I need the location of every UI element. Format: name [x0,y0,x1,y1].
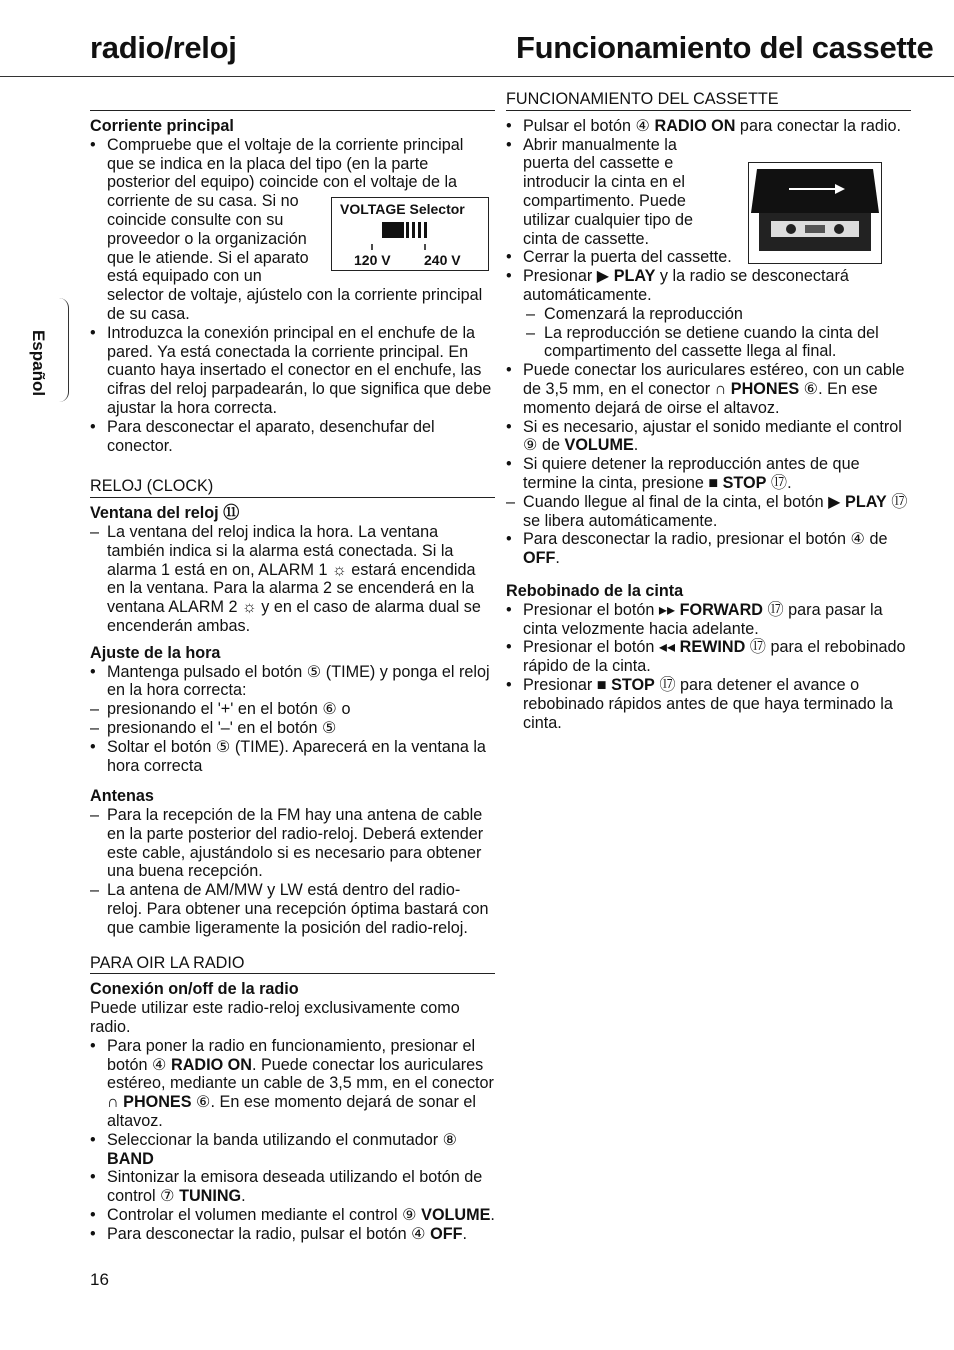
control-label: VOLUME [421,1206,491,1225]
text-run: Presionar el botón ▸▸ [523,600,680,619]
right-column [506,90,911,732]
page-title-left: radio/reloj [90,30,237,65]
text-run: Para desconectar la radio, pulsar el botón ④ [107,1224,431,1243]
section-rule [90,110,495,111]
text-line: de su casa. [107,304,190,323]
button-label: RADIO ON [171,1055,252,1074]
list-item: • Presionar el botón ◂◂ REWIND ⑰ para el rebobinado rápido de la cinta. [506,638,906,676]
text-run: para conectar la radio. [735,116,902,135]
text-run: Presionar el botón ◂◂ [523,638,680,657]
connector-label: PHONES [730,379,800,398]
list-item: • Presionar ▶ PLAY y la radio se desconectará automáticamente. [506,267,849,304]
button-label: OFF [523,549,556,568]
text-run: . [490,1206,495,1225]
list-item-text: Para desconectar el aparato, desenchufar del conector. [107,417,435,455]
list-item: • Para poner la radio en funcionamiento, presionar el botón ④ RADIO ON. Puede conectar los auriculares estéreo, mediante un cable de 3,5 mm, en el conector ∩ PHONES ⑥. En ese momento dejará de sonar el altavoz. [90,1036,494,1131]
text-line: está equipado con un [107,267,262,286]
button-label: PLAY [845,492,887,511]
text-line: selector de voltaje, ajústelo con la corriente principal [107,286,483,305]
button-label: STOP [722,473,767,492]
header-divider [0,76,954,77]
list-item-text: Mantenga pulsado el botón ⑤ (TIME) y ponga el reloj en la hora correcta: [107,662,490,700]
text-run: . [555,549,560,568]
text-line: compartimento. Puede [523,191,686,210]
text-run: Para poner la radio en funcionamiento, presionar el botón ④ [107,1036,476,1074]
list-item: • Soltar el botón ⑤ (TIME). Aparecerá en la ventana la hora correcta [90,737,486,775]
text-run: y la radio se desconectará automáticamente. [523,267,849,304]
list-item: • Introduzca la conexión principal en el enchufe de la pared. Ya está conectada la corriente principal. En cuanto haya insertado el conector en el enchufe, las cifras del reloj parpadearán, lo que significa que debe ajustar la hora correcta. [90,323,492,417]
text-run: . Puede conectar los auriculares estéreo, mediante un cable de 3,5 mm, en el conector ∩ [107,1055,494,1112]
text-line: Compruebe que el voltaje de la corriente principal [107,135,464,154]
section-title-radio: PARA OIR LA RADIO [90,954,495,975]
text-run: Presionar ▶ [523,267,614,286]
list-item: – presionando el '+' en el botón ⑥ o [90,700,351,719]
list-item: • Presionar ■ STOP ⑰ para detener el avance o rebobinado rápidos antes de que haya terminado la cinta. [506,675,893,732]
voltage-120: 120 V [354,252,391,268]
paragraph: Puede utilizar este radio-reloj exclusivamente como radio. [90,999,460,1037]
text-run: Pulsar el botón ④ [523,116,655,135]
list-item: – Cuando llegue al final de la cinta, el botón ▶ PLAY ⑰ se libera automáticamente. [506,492,908,530]
left-column [90,96,495,1244]
list-item: • Si quiere detener la reproducción antes de que termine la cinta, presione ■ STOP ⑰. [506,455,860,492]
text-run: . [241,1187,246,1206]
text-run: ⑰ para el rebobinado rápido de la cinta. [523,638,906,676]
text-run: Si es necesario, ajustar el sonido mediante el control ⑨ de [523,417,902,455]
list-item-text: presionando el '+' en el botón ⑥ o [107,700,351,719]
text-run: ⑰ para detener el avance o rebobinado rápidos antes de que haya terminado la cinta. [523,675,893,732]
list-item-text: Para la recepción de la FM hay una antena de cable en la parte posterior del radio-reloj. Deberá extender este cable, ajustándolo si es necesario para obtener una buena recepción. [107,806,484,881]
subtitle-corriente: Corriente principal [90,117,234,135]
list-item-text: Comenzará la reproducción [544,304,743,323]
subtitle-rebobinado: Rebobinado de la cinta [506,581,684,600]
language-tab [16,298,69,402]
subtitle-ventana: Ventana del reloj ⑪ [90,504,240,523]
text-run: Cuando llegue al final de la cinta, el botón ▶ [523,492,846,511]
page-number: 16 [90,1270,109,1289]
control-label: VOLUME [564,436,634,455]
list-item-text: La ventana del reloj indica la hora. La ventana también indica si la alarma está conectada. Si la alarma 1 está en on, ALARM 1 ☼ estará encendida en la ventana. Para la alarma 2 se encenderá en la ventana ALARM 2 ☼ y en el caso de alarma dual se encenderán ambas. [107,522,481,635]
list-item: – Para la recepción de la FM hay una antena de cable en la parte posterior del radio-reloj. Deberá extender este cable, ajustándolo si es necesario para obtener una buena recepción. [90,806,484,881]
page-title-right: Funcionamiento del cassette [516,30,934,65]
list-item: • Abrir manualmente la puerta del cassette e introducir la cinta en el compartimento. Puede utilizar cualquier tipo de cinta de cassette. [506,136,911,249]
list-item: • Compruebe que el voltaje de la corriente principal que se indica en la placa del tipo (en la parte posterior del equipo) coincide con el voltaje de la corriente de su casa. Si no coincide consulte con su proveedor o la organización que le atiende. Si el aparato está equipado con un selector de voltaje, ajústelo con la corriente principal de su casa. [90,136,495,324]
list-item: – La ventana del reloj indica la hora. La ventana también indica si la alarma está conectada. Si la alarma 1 está en on, ALARM 1 ☼ estará encendida en la ventana. Para la alarma 2 se encenderá en la ventana ALARM 2 ☼ y en el caso de alarma dual se encenderán ambas. [90,522,481,635]
list-item: • Cerrar la puerta del cassette. [506,248,732,267]
subtitle-ajuste: Ajuste de la hora [90,643,221,662]
list-item: – presionando el '–' en el botón ⑤ [90,718,337,737]
text-run: ⑥. En ese momento dejará de oirse el altavoz. [523,379,878,417]
list-item: • Para desconectar la radio, pulsar el botón ④ OFF. [90,1224,468,1243]
text-run: Sintonizar la emisora deseada utilizando el botón de control ⑦ [107,1168,483,1206]
list-item: • Para desconectar la radio, presionar el botón ④ de OFF. [506,530,888,568]
voltage-240: 240 V [424,252,461,268]
list-item: • Sintonizar la emisora deseada utilizando el botón de control ⑦ TUNING. [90,1168,483,1206]
list-item: • Presionar el botón ▸▸ FORWARD ⑰ para pasar la cinta velozmente hacia adelante. [506,600,883,638]
text-run: ⑥. En ese momento dejará de sonar el altavoz. [107,1093,476,1131]
text-run: ⑰ se libera automáticamente. [523,492,908,530]
text-line: introducir la cinta en el [523,173,685,192]
text-line: coincide consulte con su [107,210,284,229]
subtitle-antenas: Antenas [90,787,154,806]
button-label: REWIND [679,638,746,657]
control-label: BAND [107,1149,154,1168]
text-line: Abrir manualmente la [523,135,677,154]
text-run: . [633,436,639,455]
list-item: – Comenzará la reproducción [526,304,743,323]
button-label: OFF [430,1224,463,1243]
list-item: • Puede conectar los auriculares estéreo, con un cable de 3,5 mm, en el conector ∩ PHONES ⑥. En ese momento dejará de oirse el altavoz. [506,361,905,417]
text-line: cinta de cassette. [523,229,649,248]
text-line: utilizar cualquier tipo de [523,210,694,229]
text-line: posterior del equipo) coincide con el voltaje de la [107,173,458,192]
list-item: – La reproducción se detiene cuando la cinta del compartimento del cassette llega al final. [526,323,879,361]
list-item: • Mantenga pulsado el botón ⑤ (TIME) y ponga el reloj en la hora correcta: [90,662,490,700]
button-label: RADIO ON [654,116,736,135]
list-item-text: Introduzca la conexión principal en el enchufe de la pared. Ya está conectada la corriente principal. En cuanto haya insertado el conector en el enchufe, las cifras del reloj parpadearán, lo que significa que debe ajustar la hora correcta. [107,323,492,417]
connector-label: PHONES [123,1093,192,1112]
subtitle-conexion: Conexión on/off de la radio [90,980,299,999]
list-item: • Para desconectar el aparato, desenchufar del conector. [90,417,435,455]
text-run: Presionar ■ [523,675,612,694]
button-label: PLAY [613,267,656,286]
text-line: proveedor o la organización [107,229,307,248]
list-item: • Controlar el volumen mediante el control ⑨ VOLUME. [90,1206,495,1225]
list-item-text: Cerrar la puerta del cassette. [523,248,732,267]
list-item-text: Soltar el botón ⑤ (TIME). Aparecerá en la ventana la hora correcta [107,737,486,775]
text-run: ⑰ para pasar la cinta velozmente hacia adelante. [523,600,883,638]
list-item: • Seleccionar la banda utilizando el conmutador ⑧ BAND [90,1130,458,1168]
text-line: que se indica en la placa del tipo (en la parte [107,154,429,173]
list-item: • Pulsar el botón ④ RADIO ON para conectar la radio. [506,116,902,135]
text-run: ⑰. [766,473,792,492]
text-line: que le atiende. Si el aparato [107,248,309,267]
list-item-text: La reproducción se detiene cuando la cinta del compartimento del cassette llega al final. [544,323,879,361]
language-tab-label: Español [29,329,48,397]
button-label: FORWARD [679,600,763,619]
button-label: STOP [611,675,655,694]
section-title-reloj: RELOJ (CLOCK) [90,477,495,498]
control-label: TUNING [179,1187,242,1206]
list-item-text: presionando el '–' en el botón ⑤ [107,718,337,737]
text-line: corriente de su casa. Si no [107,192,299,211]
text-run: Controlar el volumen mediante el control ⑨ [107,1206,422,1225]
text-run: Seleccionar la banda utilizando el conmutador ⑧ [107,1130,458,1149]
section-title-cassette: FUNCIONAMIENTO DEL CASSETTE [506,90,911,111]
text-line: puerta del cassette e [523,154,674,173]
text-run: Si quiere detener la reproducción antes de que termine la cinta, presione ■ [523,455,860,492]
text-run: . [462,1224,468,1243]
text-run: Para desconectar la radio, presionar el botón ④ de [523,530,888,549]
list-item: • Si es necesario, ajustar el sonido mediante el control ⑨ de VOLUME. [506,417,902,455]
text-run: Puede conectar los auriculares estéreo, con un cable de 3,5 mm, en el conector ∩ [523,361,905,398]
list-item-text: La antena de AM/MW y LW está dentro del radio-reloj. Para obtener una recepción óptima bastará con que cambie ligeramente la posición del radio-reloj. [107,881,489,937]
voltage-figure-title: VOLTAGE Selector [340,201,465,217]
list-item: – La antena de AM/MW y LW está dentro del radio-reloj. Para obtener una recepción óptima bastará con que cambie ligeramente la posición del radio-reloj. [90,881,489,937]
